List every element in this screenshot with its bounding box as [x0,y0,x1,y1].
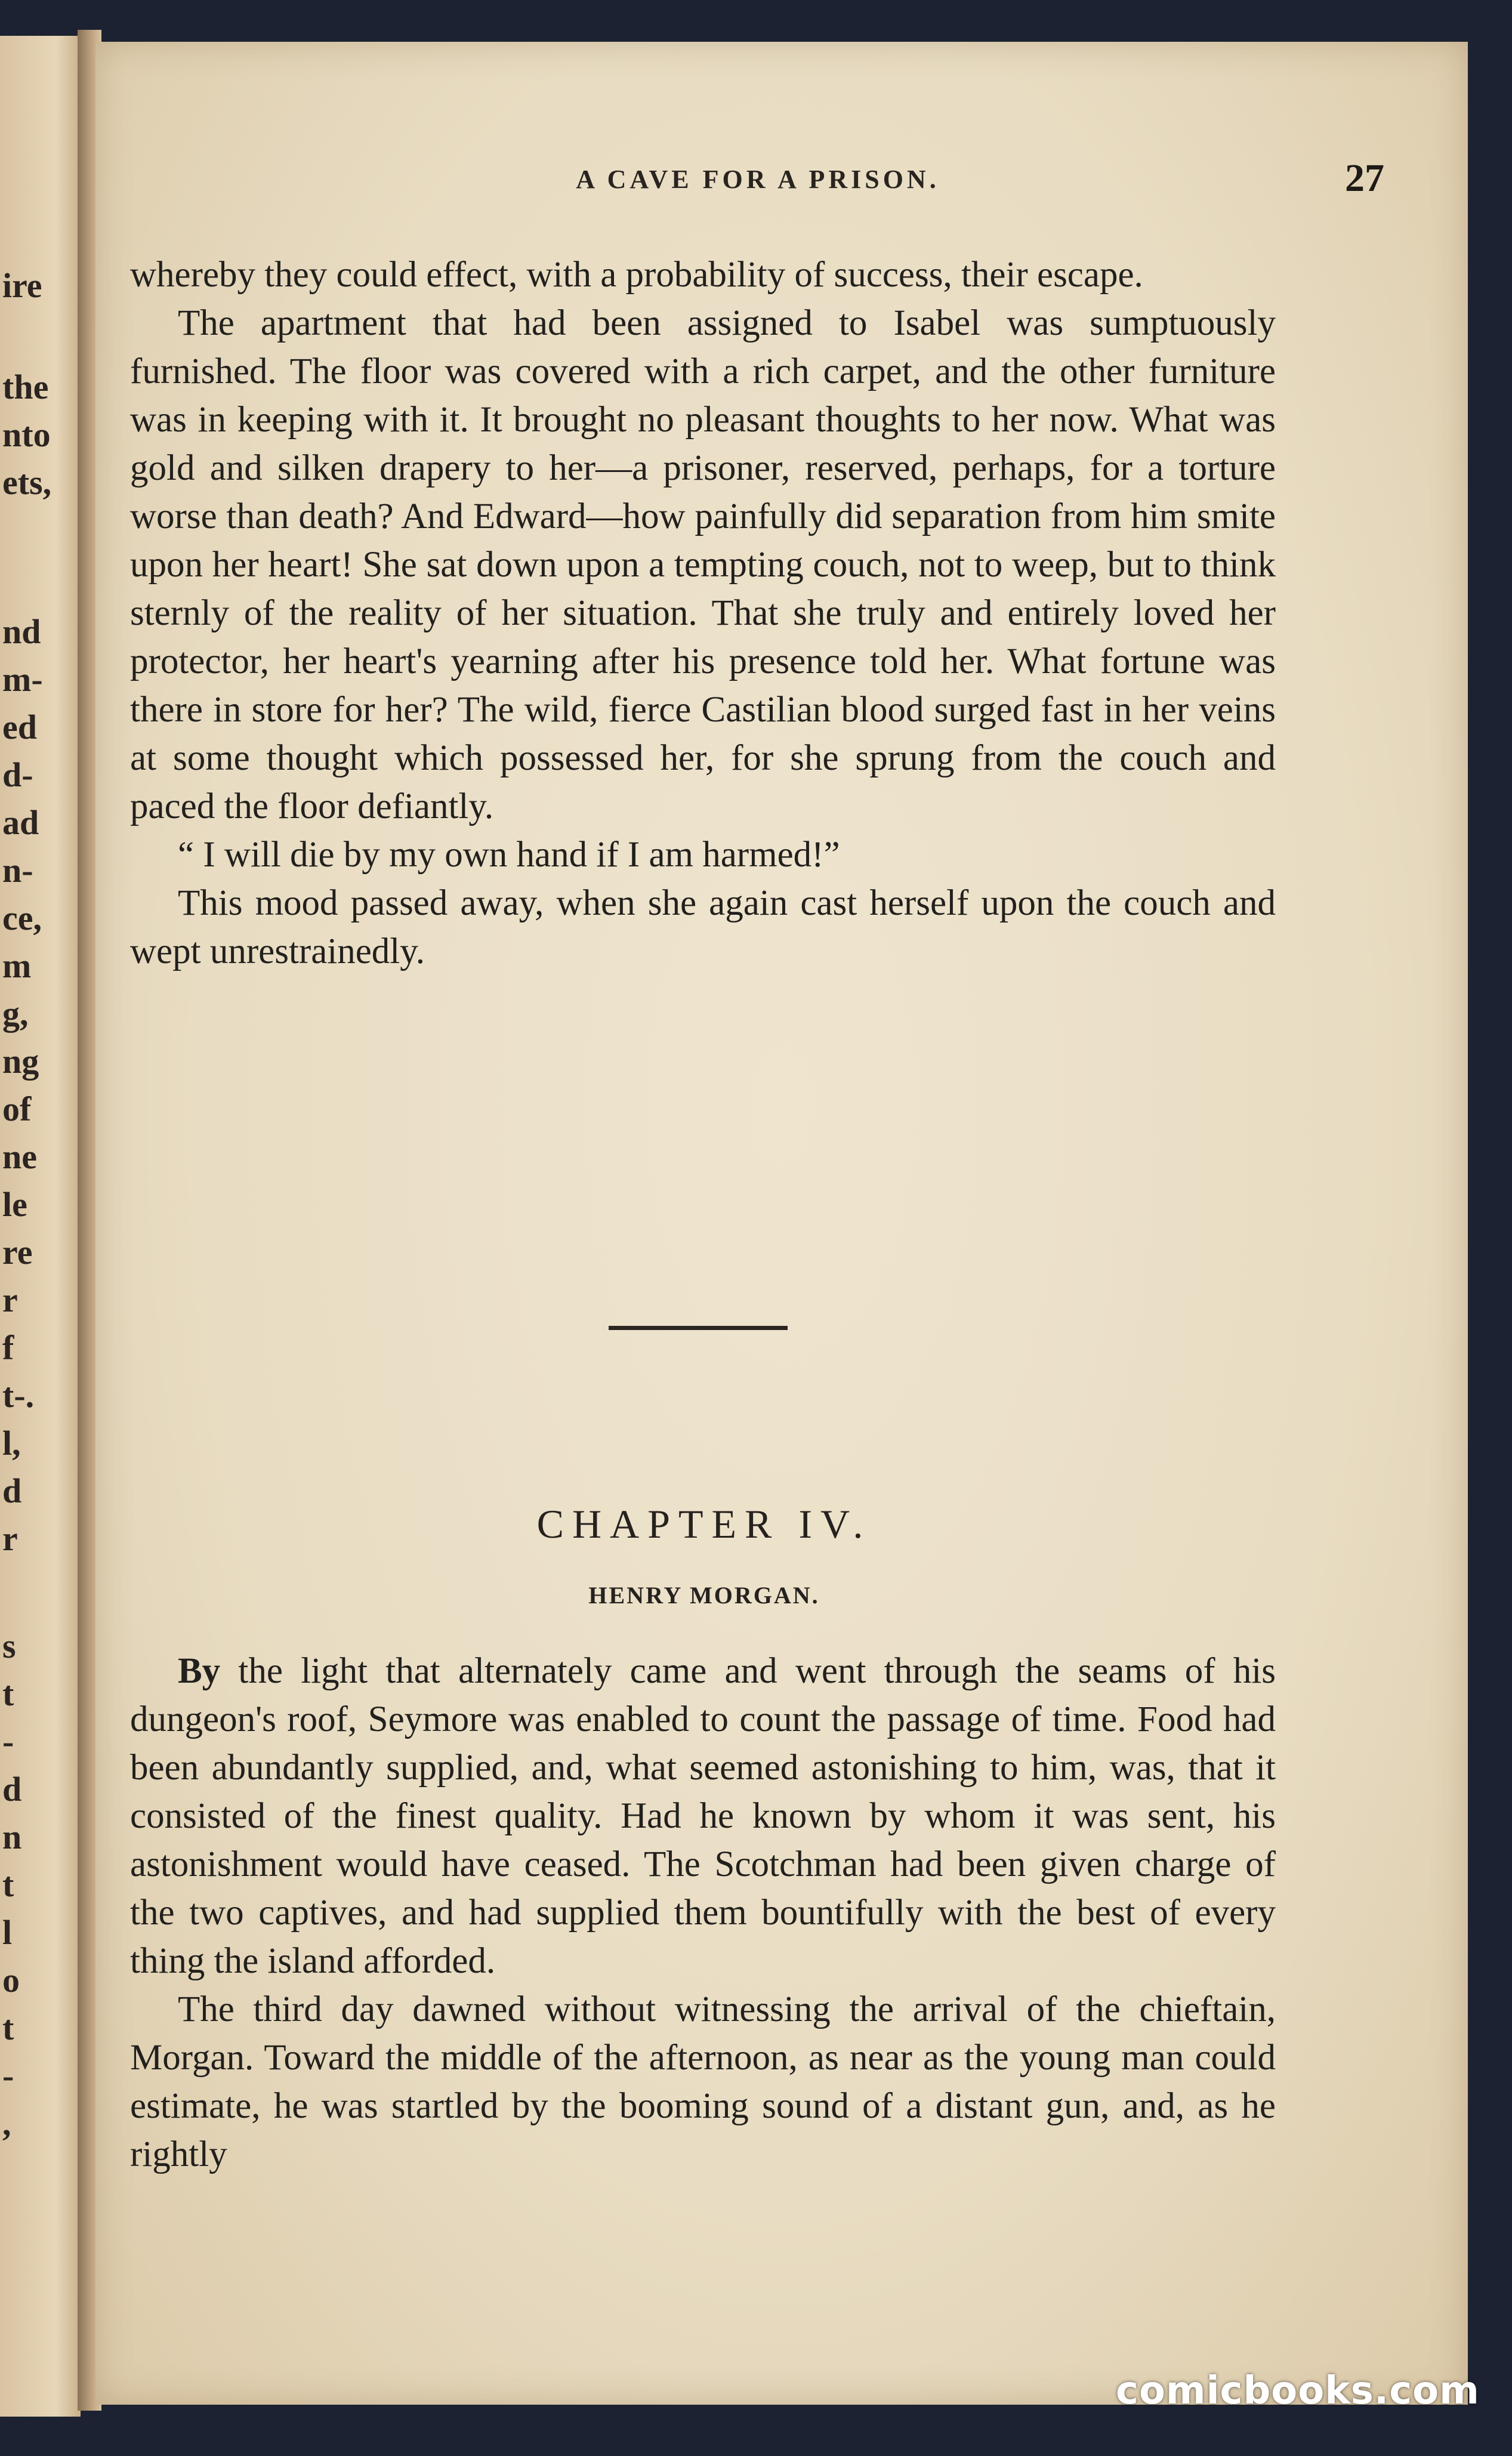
previous-page-fragment: re [2,1233,33,1272]
previous-page-fragment: t-. [2,1376,35,1415]
previous-page-fragment: ed [2,708,37,746]
previous-page-fragment: nd [2,612,41,651]
previous-page-fragment: t [2,1674,14,1713]
running-head [131,156,1384,224]
previous-page-fragment: of [2,1090,32,1128]
previous-page-fragment: r [2,1281,18,1319]
paragraph: “ I will die by my own hand if I am harmed!” [178,835,840,875]
previous-page-fragment: ad [2,803,39,842]
previous-page-fragment: f [2,1328,14,1367]
section-one-text [130,251,1276,976]
previous-page-fragment: le [2,1185,27,1224]
previous-page-fragment: d [2,1770,22,1809]
paragraph: The third day dawned without witnessing the arrival of the chieftain, Morgan. Toward the middle of the afternoon, as near as the young man could estimate, he was startled by the booming sound of a distant gun, and, as he rightly [130,1989,1276,2174]
previous-page-fragment: m- [2,660,43,699]
chapter-title: CHAPTER IV. [536,1501,872,1547]
previous-page-fragment: l [2,1913,13,1952]
previous-page-fragment: - [2,1722,14,1761]
paragraph: The apartment that had been assigned to Isabel was sumptuously furnished. The floor was covered with a rich carpet, and the other furniture was in keeping with it. It brought no pleasant thoughts to her now. What was gold and silken drapery to her—a prisoner, reserved, perhaps, for a torture worse than death? And Edward—how painfully did separation from him smite upon her heart! She sat down upon a tempting couch, not to weep, but to think sternly of the reality of her situation. That she truly and entirely loved her protector, her heart's yearning after his presence told her. What fortune was there in store for her? The wild, fierce Castilian blood surged fast in her veins at some thought which possessed her, for she sprung from the couch and paced the floor defiantly. [130,303,1276,826]
chapter-subtitle: HENRY MORGAN. [588,1582,820,1609]
previous-page-fragment: the [2,368,49,406]
previous-page-fragment: l, [2,1424,21,1463]
previous-page-fragment: n [2,1818,22,1856]
previous-page-fragment: d [2,1471,22,1510]
paragraph: This mood passed away, when she again cast herself upon the couch and wept unrestrainedly. [130,883,1276,971]
chapter-text [130,1647,1276,2179]
previous-page-fragment: g, [2,994,29,1033]
previous-page-fragment: t [2,1865,14,1904]
previous-page-fragment: s [2,1627,16,1665]
previous-page-fragment: d- [2,755,33,794]
previous-page-fragment: m [2,946,32,985]
paragraph [130,1647,1276,1985]
previous-page-fragment: r [2,1519,18,1558]
previous-page-fragment: ng [2,1042,39,1081]
previous-page-fragment: nto [2,415,51,454]
previous-page-fragment: , [2,2104,11,2143]
previous-page-strip [0,36,81,2417]
previous-page-fragment: ire [2,266,42,305]
previous-page-fragment: ne [2,1137,37,1176]
paragraph: whereby they could effect, with a probability of success, their escape. [130,255,1143,295]
previous-page-fragment: - [2,2056,14,2095]
previous-page-fragment: ce, [2,899,42,937]
section-divider-rule [609,1326,788,1330]
book-page [95,42,1468,2405]
previous-page-fragment: n- [2,851,33,890]
previous-page-fragment: ets, [2,463,52,502]
previous-page-fragment: o [2,1961,20,2000]
running-head-title: A CAVE FOR A PRISON. [576,165,940,194]
chapter-first-word: By [178,1651,221,1691]
paragraph-text: the light that alternately came and went through the seams of his dungeon's roof, Seymore was enabled to count the passage of time. Food had been abundantly supplied, and, what seemed astonishing to him, was, that it consisted of the finest quality. Had he known by whom it was sent, his astonishment would have ceased. The Scotchman had been given charge of the two captives, and had supplied them bountifully with the best of every thing the island afforded. [130,1651,1276,1981]
previous-page-fragment: t [2,2008,14,2047]
page-number: 27 [1345,156,1384,200]
site-watermark: comicbooks.com [1116,2369,1480,2413]
